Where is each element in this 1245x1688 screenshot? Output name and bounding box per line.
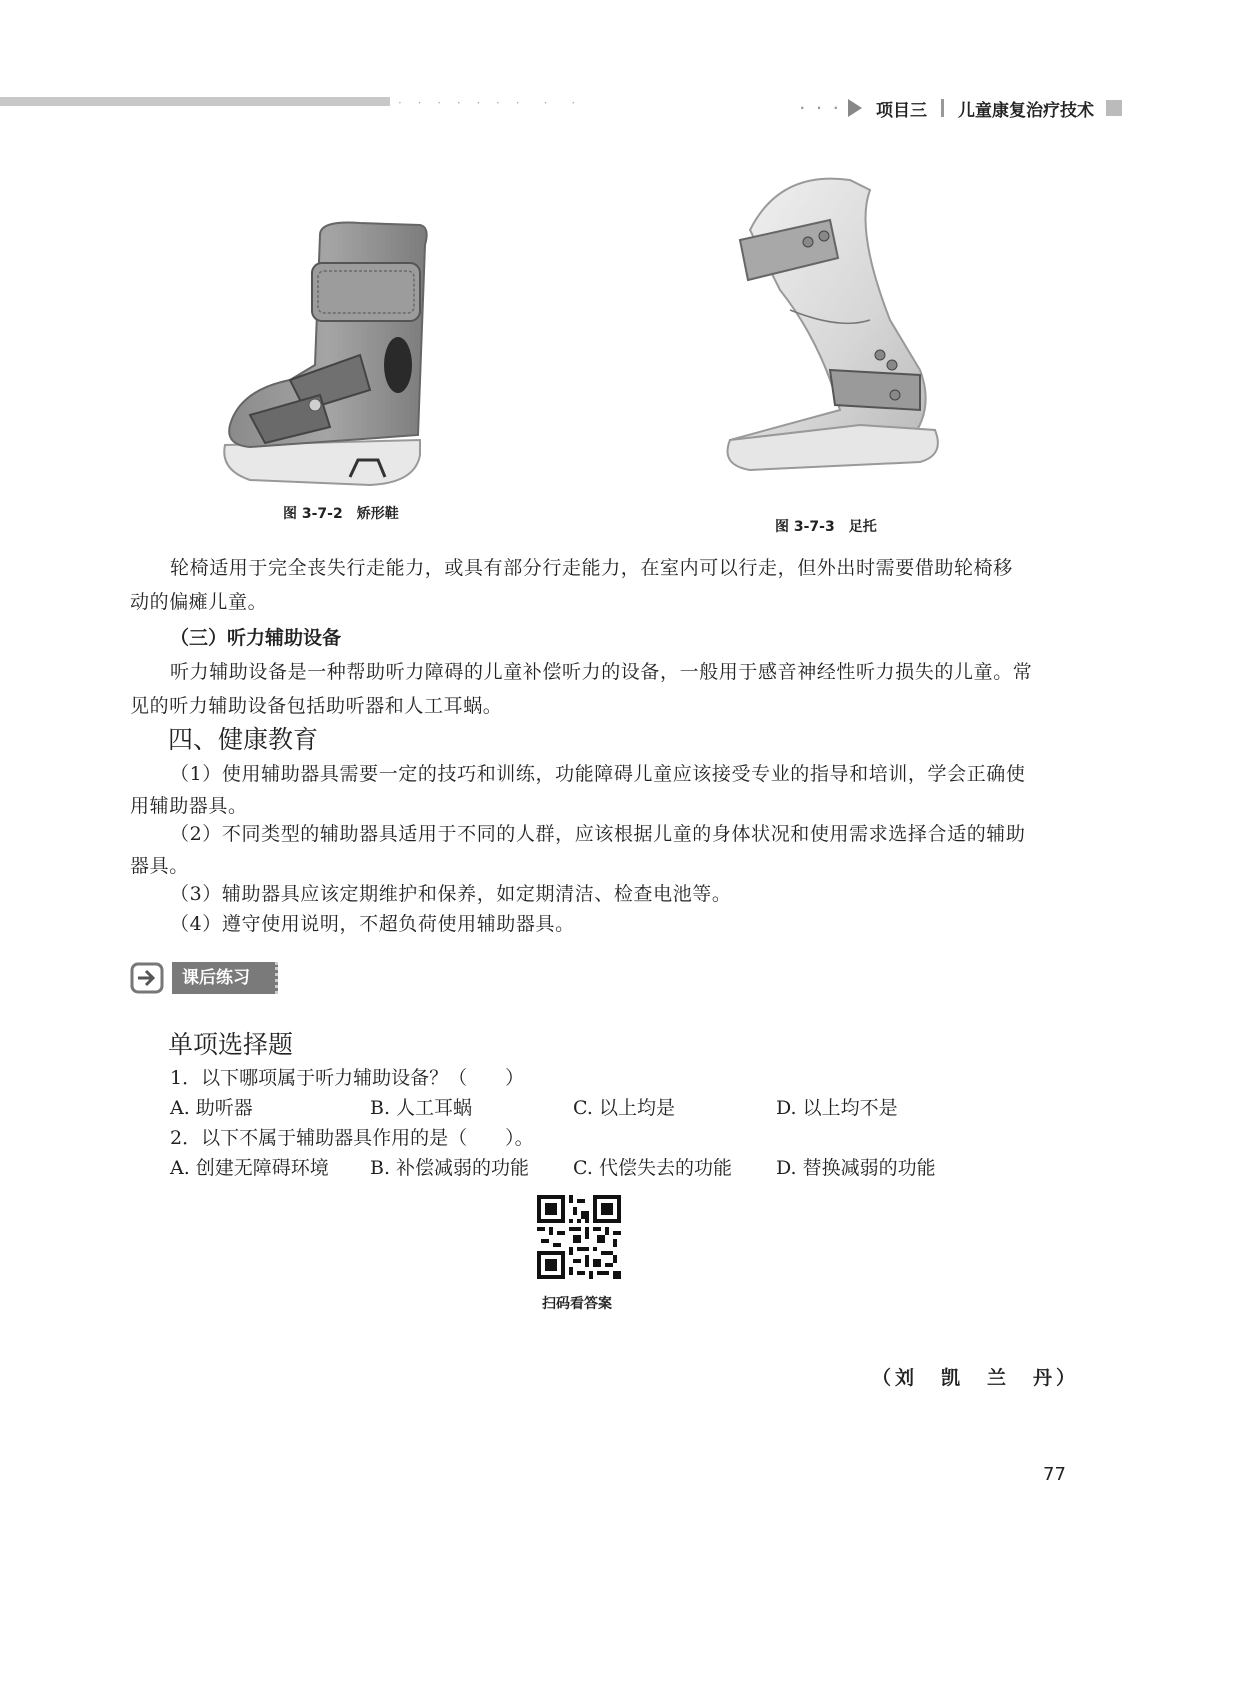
running-header	[800, 96, 1122, 120]
header-square-icon	[1106, 100, 1122, 116]
header-lead-dots: · · ·	[800, 101, 843, 115]
section4-heading: 四、健康教育	[168, 725, 319, 754]
page-number: 77	[1043, 1464, 1066, 1485]
header-decor-bar	[0, 97, 390, 106]
health-item-2: （2）不同类型的辅助器具适用于不同的人群，应该根据儿童的身体状况和使用需求选择合适的辅助器具。	[130, 823, 1026, 877]
question-1-option-d: D. 以上均不是	[776, 1097, 898, 1119]
qr-caption: 扫码看答案	[542, 1296, 612, 1312]
header-project: 项目三	[876, 100, 928, 121]
section3-paragraph: 听力辅助设备是一种帮助听力障碍的儿童补偿听力的设备，一般用于感音神经性听力损失的儿童。常见的听力辅助设备包括助听器和人工耳蜗。	[130, 661, 1033, 717]
health-item-4: （4）遵守使用说明，不超负荷使用辅助器具。	[170, 913, 575, 935]
figure-caption-1: 图 3-7-2 矫形鞋	[283, 506, 399, 522]
header-separator	[941, 99, 944, 117]
author-credit: （刘 凯 兰 丹）	[872, 1367, 1080, 1389]
figure-foot-orthosis	[720, 170, 990, 480]
question-2-option-c: C. 代偿失去的功能	[573, 1157, 732, 1179]
question-2-option-b: B. 补偿减弱的功能	[370, 1157, 530, 1179]
orthopedic-shoe-image	[220, 215, 450, 500]
header-title: 儿童康复治疗技术	[958, 100, 1095, 121]
figure-orthopedic-shoe	[220, 215, 450, 500]
question-2-option-a: A. 创建无障碍环境	[170, 1157, 329, 1179]
health-item-1: （1）使用辅助器具需要一定的技巧和训练，功能障碍儿童应该接受专业的指导和培训，学会正确使用辅助器具。	[130, 763, 1026, 817]
question-1-option-c: C. 以上均是	[573, 1097, 675, 1119]
foot-orthosis-image	[720, 170, 990, 480]
question-1-stem: 1．以下哪项属于听力辅助设备？（ ）	[170, 1067, 525, 1089]
header-arrow-icon	[848, 99, 862, 117]
exercise-badge: 课后练习	[172, 962, 278, 994]
wheelchair-paragraph: 轮椅适用于完全丧失行走能力，或具有部分行走能力，在室内可以行走，但外出时需要借助轮椅移动的偏瘫儿童。	[130, 557, 1013, 613]
question-2-option-d: D. 替换减弱的功能	[776, 1157, 936, 1179]
question-1-option-b: B. 人工耳蜗	[370, 1097, 473, 1119]
question-1-option-a: A. 助听器	[170, 1097, 253, 1119]
section3-heading: （三）听力辅助设备	[170, 627, 342, 649]
exercise-arrow-icon	[130, 962, 166, 994]
health-item-3: （3）辅助器具应该定期维护和保养，如定期清洁、检查电池等。	[170, 883, 732, 905]
figure-caption-2: 图 3-7-3 足托	[775, 519, 877, 535]
header-decor-dots: · · · · · · · · ·	[398, 96, 582, 110]
question-2-stem: 2．以下不属于辅助器具作用的是（ ）。	[170, 1127, 534, 1149]
exercise-type-heading: 单项选择题	[168, 1030, 294, 1059]
qr-code-icon[interactable]	[537, 1195, 621, 1279]
